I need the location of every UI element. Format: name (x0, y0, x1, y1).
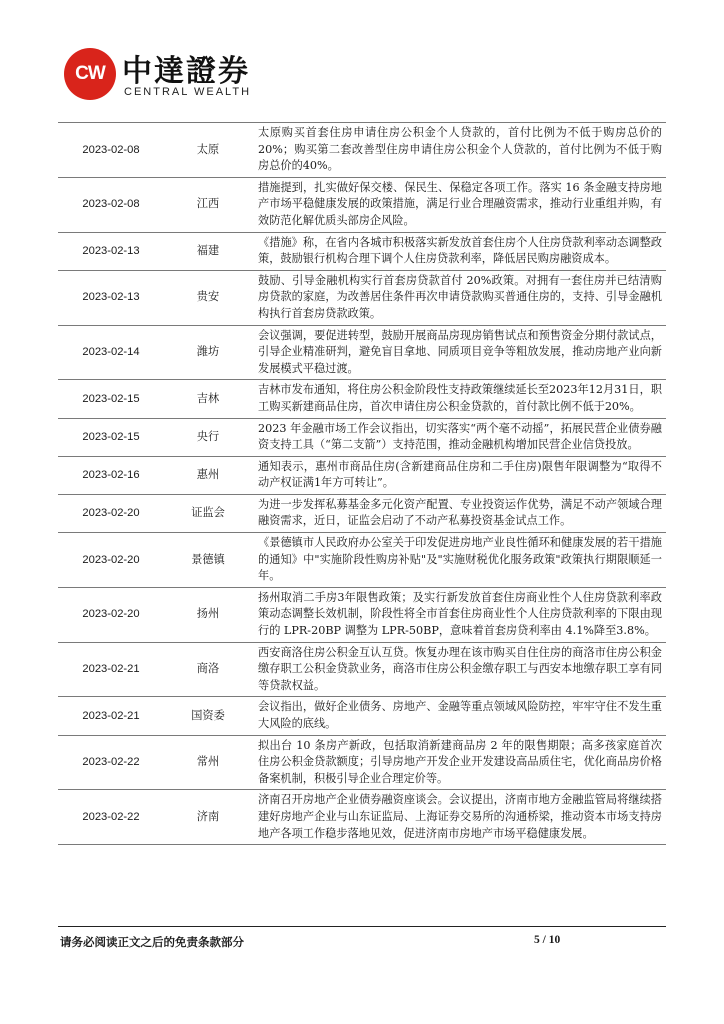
table-row (58, 177, 666, 232)
row-city: 证监会 (164, 494, 252, 532)
table-row (58, 735, 666, 790)
table-row (58, 380, 666, 418)
row-city: 央行 (164, 418, 252, 456)
row-text: 措施提到，扎实做好保交楼、保民生、保稳定各项工作。落实 16 条金融支持房地产市场平稳健康发展的政策措施，满足行业合理融资需求，推动行业重组并购，有效防范化解优质头部房企风险。 (252, 177, 666, 232)
row-text: 太原购买首套住房申请住房公积金个人贷款的，首付比例为不低于购房总价的20%；购买第二套改善型住房申请住房公积金个人贷款的，首付比例为不低于购房总价的40%。 (252, 123, 666, 178)
company-header (56, 46, 356, 106)
table-row (58, 456, 666, 494)
policy-table-body (58, 123, 666, 845)
table-row (58, 642, 666, 697)
row-city: 国资委 (164, 697, 252, 735)
row-date: 2023-02-20 (58, 494, 164, 532)
table-row (58, 325, 666, 380)
table-row (58, 494, 666, 532)
row-city: 济南 (164, 790, 252, 845)
row-date: 2023-02-20 (58, 533, 164, 588)
row-text: 吉林市发布通知，将住房公积金阶段性支持政策继续延长至2023年12月31日，职工购买新建商品住房，首次申请住房公积金贷款的，首付款比例不低于20%。 (252, 380, 666, 418)
row-date: 2023-02-20 (58, 587, 164, 642)
row-text: 拟出台 10 条房产新政，包括取消新建商品房 2 年的限售期限；高多孩家庭首次住房公积金贷款额度；引导房地产开发企业开发建设高品质住宅，优化商品房价格备案机制，积极引导企业合理定价等。 (252, 735, 666, 790)
row-text: 会议指出，做好企业债务、房地产、金融等重点领域风险防控，牢牢守住不发生重大风险的底线。 (252, 697, 666, 735)
row-date: 2023-02-13 (58, 270, 164, 325)
table-row (58, 790, 666, 845)
row-date: 2023-02-16 (58, 456, 164, 494)
table-row (58, 232, 666, 270)
row-text: 会议强调，要促进转型，鼓励开展商品房现房销售试点和预售资金分期付款试点，引导企业精准研判，避免盲目拿地、同质项目竞争等粗放发展，推动房地产业向新发展模式平稳过渡。 (252, 325, 666, 380)
row-date: 2023-02-15 (58, 418, 164, 456)
table-row (58, 270, 666, 325)
row-date: 2023-02-21 (58, 697, 164, 735)
row-city: 贵安 (164, 270, 252, 325)
footer-divider (58, 926, 666, 927)
row-text: 鼓励、引导金融机构实行首套房贷款首付 20%政策。对拥有一套住房并已结清购房贷款的家庭，为改善居住条件再次申请贷款购买普通住房的，支持、引导金融机构执行首套房贷款政策。 (252, 270, 666, 325)
logo-mark: CW (75, 63, 105, 84)
row-date: 2023-02-22 (58, 735, 164, 790)
central-wealth-logo-icon (64, 48, 116, 100)
row-date: 2023-02-08 (58, 177, 164, 232)
row-city: 吉林 (164, 380, 252, 418)
footer-disclaimer: 请务必阅读正文之后的免责条款部分 (60, 935, 244, 949)
row-text: 西安商洛住房公积金互认互贷。恢复办理在该市购买自住住房的商洛市住房公积金缴存职工公积金贷款业务，商洛市住房公积金缴存职工与西安本地缴存职工享有同等贷款权益。 (252, 642, 666, 697)
row-city: 扬州 (164, 587, 252, 642)
row-city: 江西 (164, 177, 252, 232)
row-city: 商洛 (164, 642, 252, 697)
row-city: 惠州 (164, 456, 252, 494)
row-text: 《措施》称，在省内各城市积极落实新发放首套住房个人住房贷款利率动态调整政策，鼓励银行机构合理下调个人住房贷款利率，降低居民购房融资成本。 (252, 232, 666, 270)
company-name: 中達證券 (122, 54, 250, 89)
row-text: 为进一步发挥私募基金多元化资产配置、专业投资运作优势，满足不动产领域合理融资需求，近日，证监会启动了不动产私募投资基金试点工作。 (252, 494, 666, 532)
row-city: 景德镇 (164, 533, 252, 588)
row-text: 《景德镇市人民政府办公室关于印发促进房地产业良性循环和健康发展的若干措施的通知》中"实施阶段性购房补贴"及"实施财税优化服务政策"政策执行期限顺延一年。 (252, 533, 666, 588)
row-text: 2023 年金融市场工作会议指出，切实落实“两个毫不动摇”，拓展民营企业债券融资支持工具（“第二支箭”）支持范围，推动金融机构增加民营企业信贷投放。 (252, 418, 666, 456)
page-number: 5 / 10 (534, 934, 561, 946)
row-text: 济南召开房地产企业债券融资座谈会。会议提出，济南市地方金融监管局将继续搭建好房地产企业与山东证监局、上海证券交易所的沟通桥梁，推动资本市场支持房地产各项工作稳步落地见效，促进济南市房地产市场平稳健康发展。 (252, 790, 666, 845)
row-city: 常州 (164, 735, 252, 790)
table-row (58, 533, 666, 588)
row-city: 太原 (164, 123, 252, 178)
policy-table (58, 122, 666, 845)
row-date: 2023-02-14 (58, 325, 164, 380)
row-date: 2023-02-22 (58, 790, 164, 845)
row-date: 2023-02-21 (58, 642, 164, 697)
table-row (58, 697, 666, 735)
row-date: 2023-02-15 (58, 380, 164, 418)
table-row (58, 418, 666, 456)
table-row (58, 123, 666, 178)
company-name-english: CENTRAL WEALTH (124, 86, 252, 98)
row-city: 福建 (164, 232, 252, 270)
row-city: 潍坊 (164, 325, 252, 380)
row-date: 2023-02-13 (58, 232, 164, 270)
row-text: 通知表示，惠州市商品住房(含新建商品住房和二手住房)限售年限调整为“取得不动产权证满1年方可转让”。 (252, 456, 666, 494)
row-text: 扬州取消二手房3年限售政策；及实行新发放首套住房商业性个人住房贷款利率政策动态调整长效机制，阶段性将全市首套住房商业性个人住房贷款利率的下限由现行的 LPR-20BP 调整为 LPR-50BP，意味着首套房贷利率由 4.1%降至3.8%。 (252, 587, 666, 642)
row-date: 2023-02-08 (58, 123, 164, 178)
table-row (58, 587, 666, 642)
